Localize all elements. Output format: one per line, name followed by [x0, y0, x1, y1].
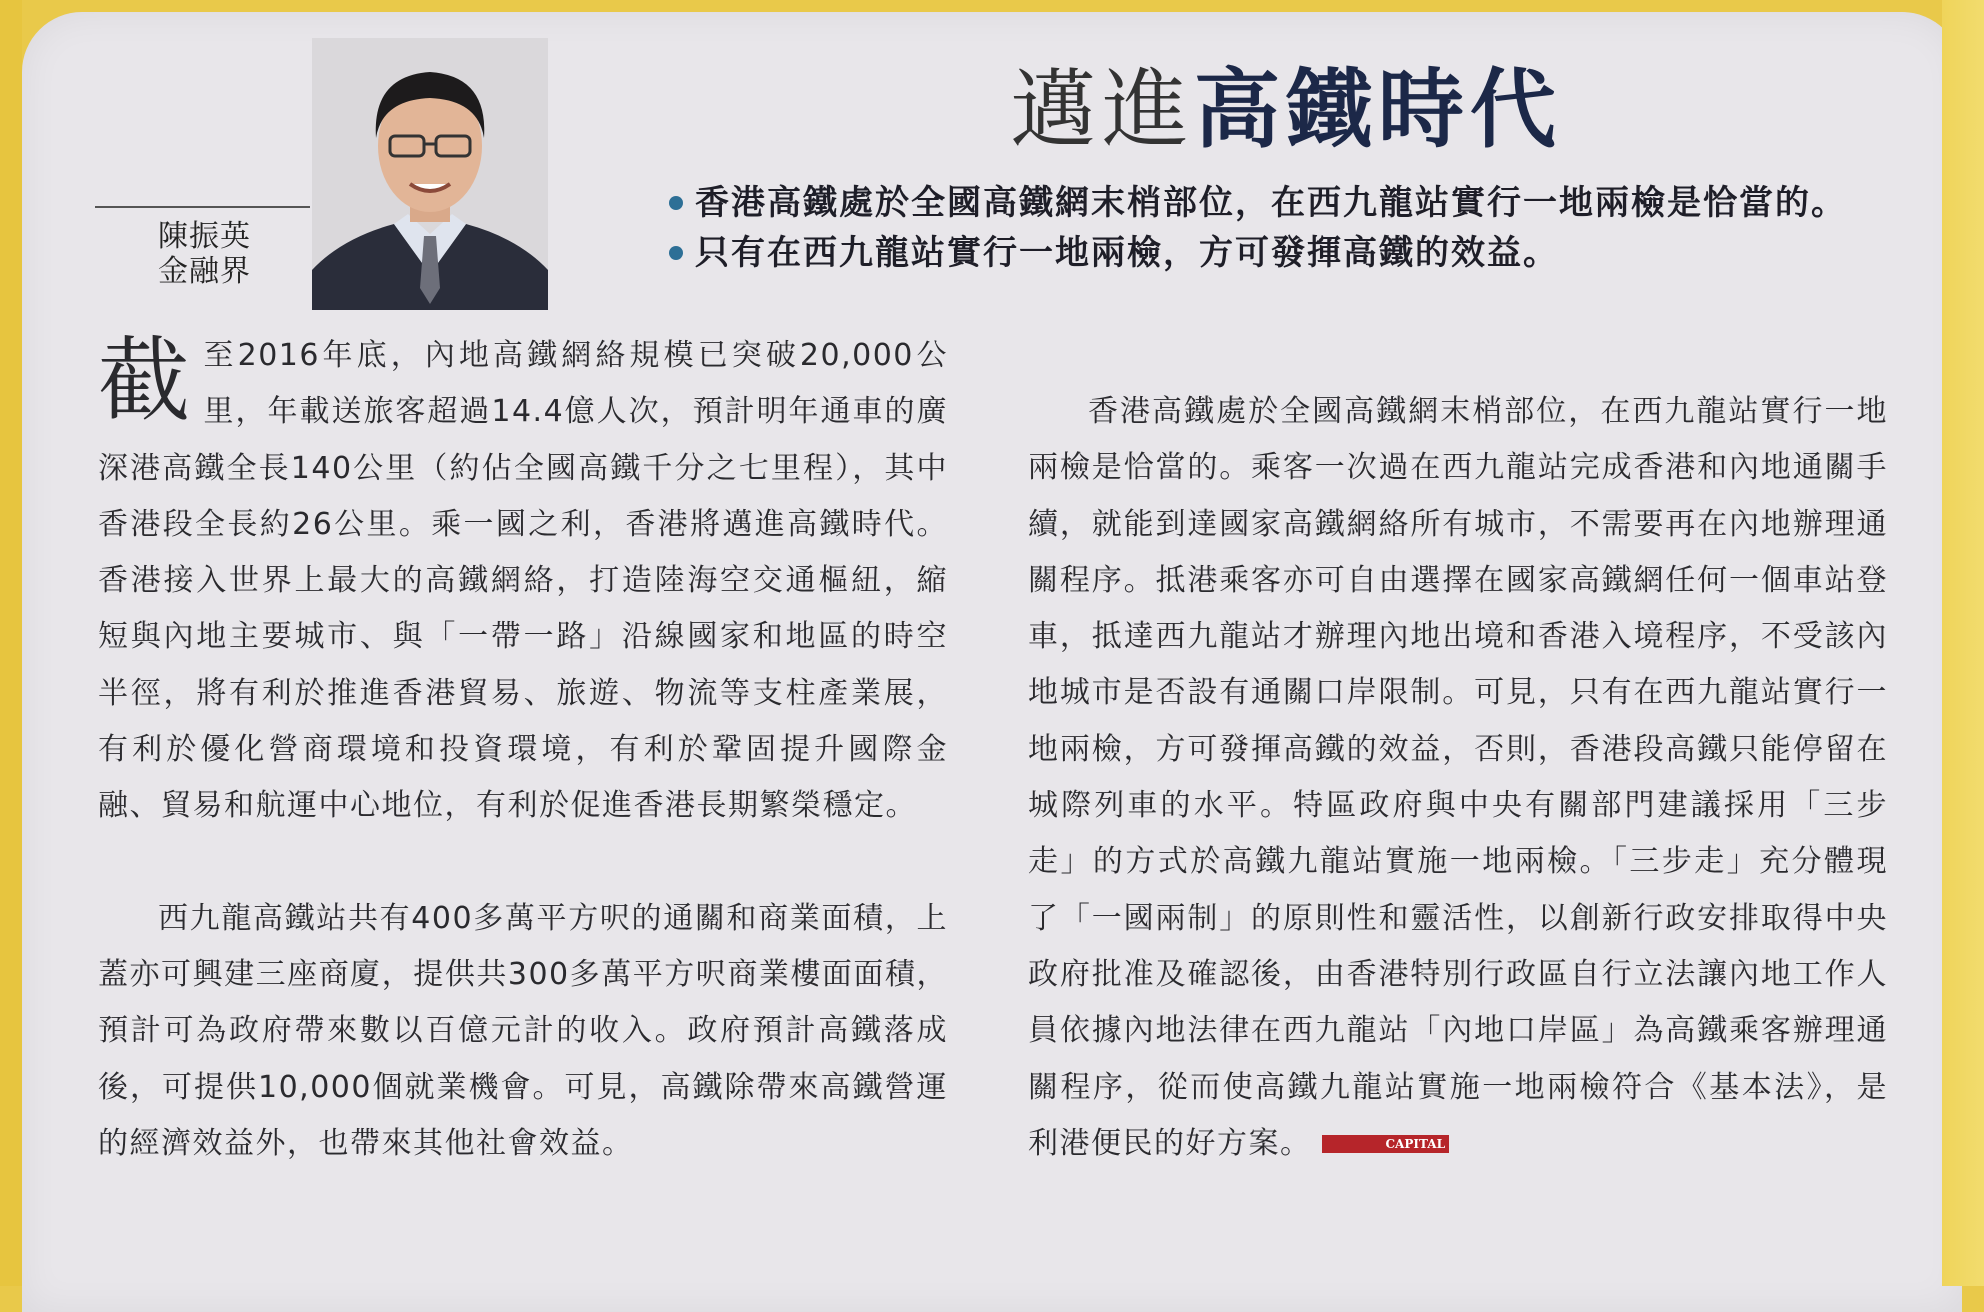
paragraph [98, 328, 948, 835]
drop-cap: 截 [98, 327, 192, 434]
author-divider [95, 206, 310, 208]
article-column-left [98, 328, 948, 1172]
portrait-illustration [312, 38, 548, 310]
article-column-right [1028, 384, 1888, 1172]
article-title-bold: 高鐵時代 [1194, 59, 1562, 160]
bullet-icon [669, 196, 683, 210]
paragraph [98, 891, 948, 1172]
paragraph [1028, 384, 1888, 1172]
article-title-light: 邁進 [1010, 60, 1194, 160]
author-field: 金融界 [158, 254, 251, 289]
paragraph-text: 香港高鐵處於全國高鐵網末梢部位，在西九龍站實行一地兩檢是恰當的。乘客一次過在西九龍站完成香港和內地通關手續，就能到達國家高鐵網絡所有城市，不需要再在內地辦理通關程序。抵港乘客亦可自由選擇在國家高鐵網任何一個車站登車，抵達西九龍站才辦理內地出境和香港入境程序，不受該內地城市是否設有通關口岸限制。可見，只有在西九龍站實行一地兩檢，方可發揮高鐵的效益，否則，香港段高鐵只能停留在城際列車的水平。特區政府與中央有關部門建議採用「三步走」的方式於高鐵九龍站實施一地兩檢。「三步走」充分體現了「一國兩制」的原則性和靈活性，以創新行政安排取得中央政府批准及確認後，由香港特別行政區自行立法讓內地工作人員依據內地法律在西九龍站「內地口岸區」為高鐵乘客辦理通關程序，從而使高鐵九龍站實施一地兩檢符合《基本法》，是利港便民的好方案。 [1028, 394, 1888, 1161]
highlight-text: 只有在西九龍站實行一地兩檢，方可發揮高鐵的效益。 [695, 233, 1559, 273]
highlight-item [665, 232, 1895, 274]
page-edge-right [1942, 0, 1984, 1286]
paragraph-text: 至2016年底，內地高鐵網絡規模已突破20,000公里，年載送旅客超過14.4億人次，預計明年通車的廣深港高鐵全長140公里（約佔全國高鐵千分之七里程），其中香港段全長約26公里。乘一國之利，香港將邁進高鐵時代。香港接入世界上最大的高鐵網絡，打造陸海空交通樞紐，縮短與內地主要城市、與「一帶一路」沿線國家和地區的時空半徑，將有利於推進香港貿易、旅遊、物流等支柱產業展，有利於優化營商環境和投資環境，有利於鞏固提升國際金融、貿易和航運中心地位，有利於促進香港長期繁榮穩定。 [98, 338, 948, 824]
paragraph-text: 西九龍高鐵站共有400多萬平方呎的通關和商業面積，上蓋亦可興建三座商廈，提供共300多萬平方呎商業樓面面積，預計可為政府帶來數以百億元計的收入。政府預計高鐵落成後，可提供10,000個就業機會。可見，高鐵除帶來高鐵營運的經濟效益外，也帶來其他社會效益。 [98, 900, 948, 1161]
highlight-item [665, 182, 1895, 224]
article-title [1010, 60, 1562, 160]
highlight-text: 香港高鐵處於全國高鐵網末梢部位，在西九龍站實行一地兩檢是恰當的。 [695, 183, 1847, 223]
bullet-icon [669, 246, 683, 260]
author-name: 陳振英 [158, 219, 251, 254]
page-edge-mark [0, 1030, 16, 1160]
highlights-list [665, 182, 1895, 282]
capital-end-logo: CAPITAL [1322, 1135, 1450, 1153]
author-portrait [312, 38, 548, 310]
